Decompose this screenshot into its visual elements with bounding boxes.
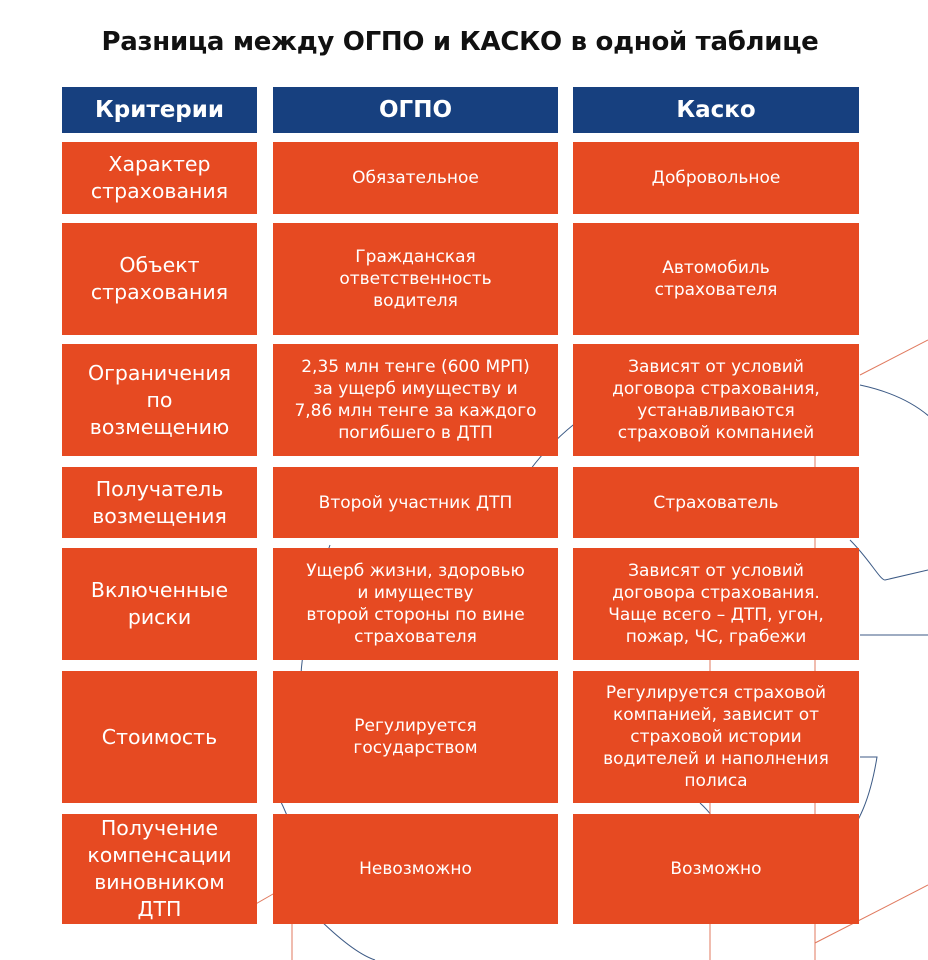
row-kasko-value-text: Страхователь [653, 492, 779, 513]
decorative-circle-arc [850, 540, 928, 580]
page-title: Разница между ОГПО и КАСКО в одной таблице [101, 27, 819, 57]
decorative-line [860, 340, 928, 375]
row-criterion-text: Объект страхования [90, 253, 229, 304]
row-kasko-value [573, 671, 859, 803]
row-kasko-value-text: Автомобиль страхователя [654, 258, 778, 300]
row-ogpo-value-text: Регулируется государством [353, 716, 478, 758]
row-ogpo-value [273, 548, 558, 660]
row-criterion-text: Включенные риски [90, 578, 229, 629]
row-ogpo-value [273, 344, 558, 456]
row-ogpo-value [273, 814, 558, 924]
row-criterion [62, 142, 257, 214]
row-kasko-value [573, 223, 859, 335]
row-kasko-value [573, 142, 859, 214]
row-criterion [62, 548, 257, 660]
row-kasko-value-text: Возможно [670, 859, 762, 879]
header-kasko: Каско [573, 87, 859, 133]
row-kasko-value [573, 344, 859, 456]
row-ogpo-value-text: 2,35 млн тенге (600 МРП) за ущерб имуществу и 7,86 млн тенге за каждого погибшего в ДТП [294, 357, 537, 443]
row-criterion-text: Ограничения по возмещению [88, 360, 231, 439]
row-ogpo-value-text: Обязательное [352, 168, 479, 188]
row-ogpo-value [273, 142, 558, 214]
row-criterion [62, 814, 257, 924]
row-ogpo-value-text: Невозможно [359, 859, 472, 879]
row-kasko-value-text: Добровольное [651, 168, 781, 188]
row-criterion [62, 223, 257, 335]
row-criterion-text: Получение компенсации виновником ДТП [87, 816, 232, 921]
row-ogpo-value [273, 671, 558, 803]
row-criterion [62, 344, 257, 456]
header-ogpo: ОГПО [273, 87, 558, 133]
row-ogpo-value-text: Ущерб жизни, здоровью и имуществу второй стороны по вине страхователя [306, 561, 525, 647]
row-ogpo-value [273, 223, 558, 335]
row-criterion-text: Стоимость [101, 724, 218, 749]
row-kasko-value-text: Зависят от условий договора страхования, устанавливаются страховой компанией [612, 357, 820, 443]
row-kasko-value-text: Зависят от условий договора страхования. Чаще всего – ДТП, угон, пожар, ЧС, грабежи [608, 561, 824, 647]
row-kasko-value [573, 548, 859, 660]
row-ogpo-value-text: Гражданская ответственность водителя [339, 247, 492, 311]
row-kasko-value-text: Регулируется страховой компанией, зависит от страховой истории водителей и наполнения полиса [603, 683, 829, 791]
row-kasko-value [573, 814, 859, 924]
row-criterion-text: Характер страхования [90, 152, 229, 203]
row-kasko-value [573, 467, 859, 538]
row-ogpo-value-text: Второй участник ДТП [318, 492, 513, 513]
row-criterion [62, 467, 257, 538]
decorative-circle-arc [860, 385, 928, 480]
row-criterion-text: Получатель возмещения [92, 476, 227, 528]
row-criterion [62, 671, 257, 803]
row-ogpo-value [273, 467, 558, 538]
header-criteria: Критерии [62, 87, 257, 133]
